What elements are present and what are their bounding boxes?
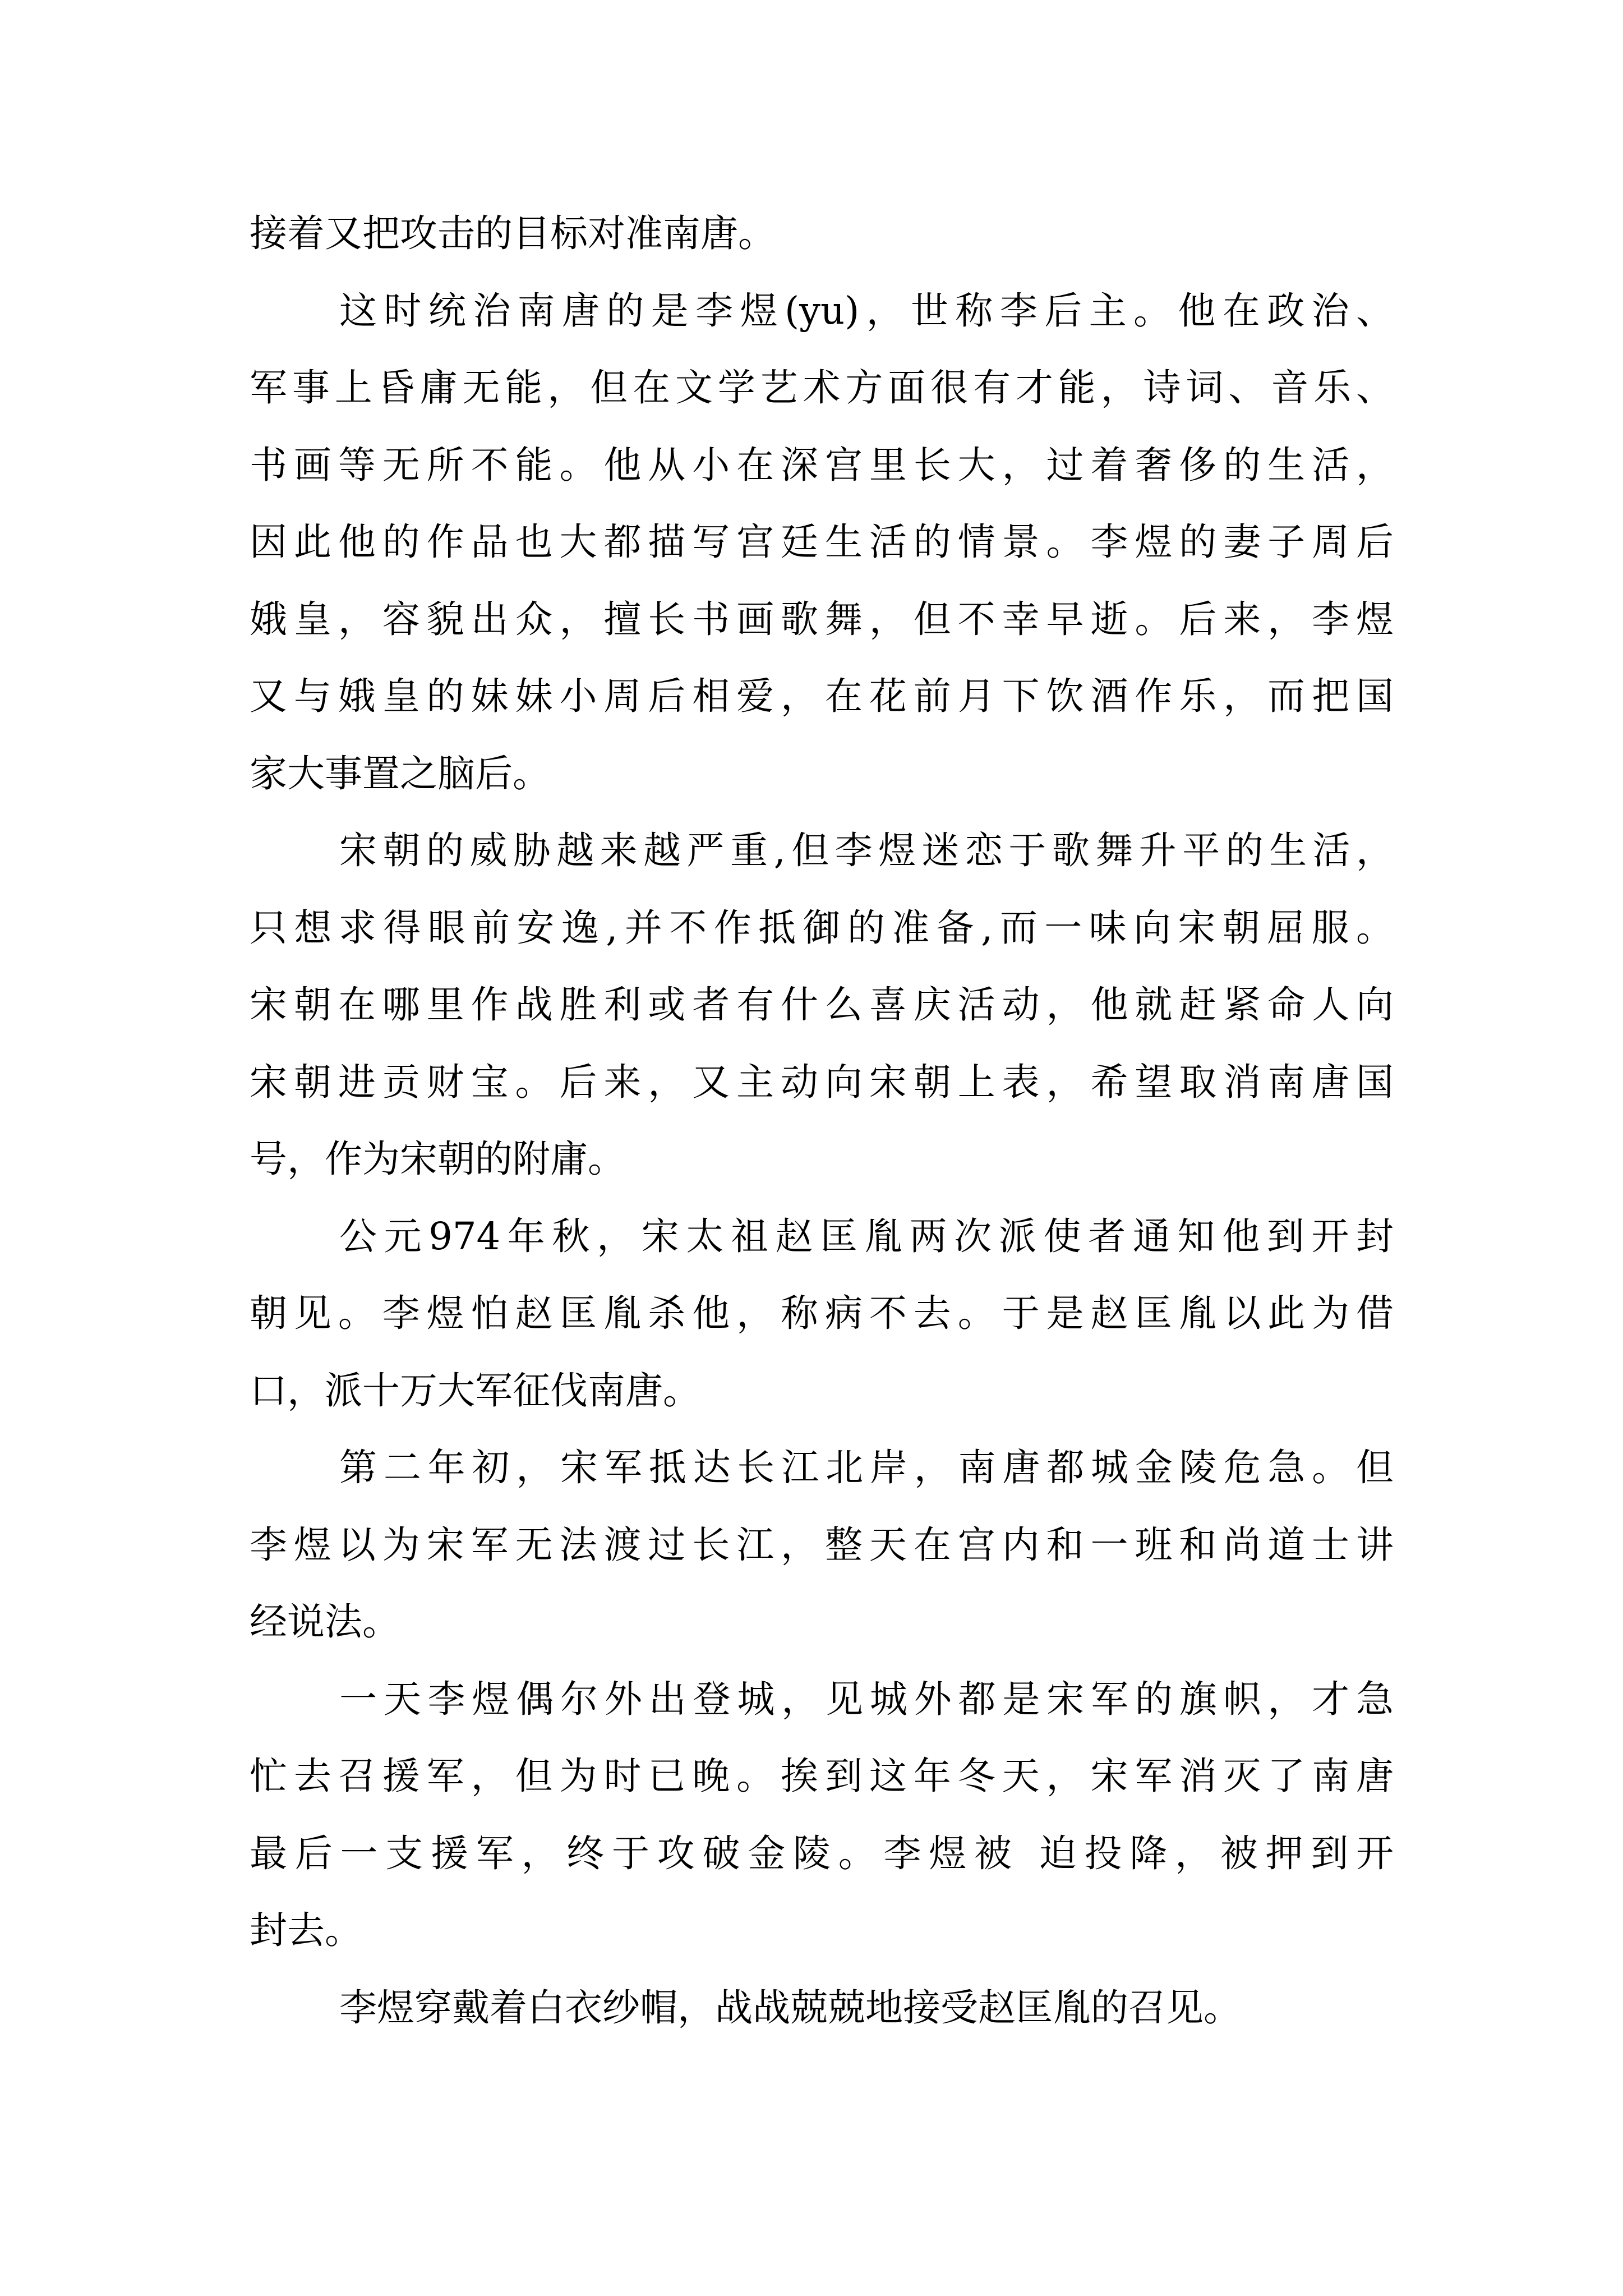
text-line: 李煜穿戴着白衣纱帽，战战兢兢地接受赵匡胤的召见。 bbox=[339, 1985, 1241, 2030]
text-line: 这时统治南唐的是李煜(yu)，世称李后主。他在政治、 bbox=[339, 288, 1394, 333]
text-line: 家大事置之脑后。 bbox=[250, 751, 550, 795]
text-line: 李煜以为宋军无法渡过长江，整天在宫内和一班和尚道士讲 bbox=[250, 1522, 1394, 1567]
text-line: 第二年初，宋军抵达长江北岸，南唐都城金陵危急。但 bbox=[339, 1446, 1394, 1489]
text-line: 娥皇，容貌出众，擅长书画歌舞，但不幸早逝。后来，李煜 bbox=[250, 597, 1394, 641]
text-line: 因此他的作品也大都描写宫廷生活的情景。李煜的妻子周后 bbox=[250, 520, 1394, 564]
paragraph bbox=[250, 1198, 1394, 1430]
text-line: 一天李煜偶尔外出登城，见城外都是宋军的旗帜，才急 bbox=[339, 1677, 1394, 1721]
text-line: 宋朝的威胁越来越严重,但李煜迷恋于歌舞升平的生活， bbox=[339, 829, 1394, 872]
text-line: 宋朝进贡财宝。后来，又主动向宋朝上表，希望取消南唐国 bbox=[250, 1060, 1394, 1104]
paragraph bbox=[250, 195, 1394, 273]
text-line: 朝见。李煜怕赵匡胤杀他，称病不去。于是赵匡胤以此为借 bbox=[250, 1291, 1394, 1335]
text-line: 又与娥皇的妹妹小周后相爱，在花前月下饮酒作乐，而把国 bbox=[250, 674, 1394, 718]
text-line: 接着又把攻击的目标对准南唐。 bbox=[250, 211, 776, 255]
document-body bbox=[250, 195, 1394, 2046]
paragraph bbox=[250, 1661, 1394, 1970]
text-line: 最后一支援军，终于攻破金陵。李煜被 迫投降，被押到开 bbox=[250, 1831, 1394, 1875]
text-line: 书画等无所不能。他从小在深宫里长大，过着奢侈的生活， bbox=[250, 443, 1394, 487]
paragraph bbox=[250, 1970, 1394, 2047]
text-line: 封去。 bbox=[250, 1908, 362, 1952]
text-line: 军事上昏庸无能，但在文学艺术方面很有才能，诗词、音乐、 bbox=[250, 366, 1394, 409]
text-line: 口，派十万大军征伐南唐。 bbox=[250, 1368, 700, 1412]
paragraph bbox=[250, 812, 1394, 1198]
text-line: 公元974年秋，宋太祖赵匡胤两次派使者通知他到开封 bbox=[339, 1214, 1394, 1258]
text-line: 号，作为宋朝的附庸。 bbox=[250, 1137, 625, 1181]
text-line: 忙去召援军，但为时已晚。挨到这年冬天，宋军消灭了南唐 bbox=[250, 1754, 1394, 1798]
text-line: 经说法。 bbox=[250, 1600, 400, 1644]
paragraph bbox=[250, 1429, 1394, 1661]
paragraph bbox=[250, 273, 1394, 813]
text-line: 宋朝在哪里作战胜利或者有什么喜庆活动，他就赶紧命人向 bbox=[250, 983, 1394, 1027]
text-line: 只想求得眼前安逸,并不作抵御的准备,而一味向宋朝屈服。 bbox=[250, 905, 1394, 950]
